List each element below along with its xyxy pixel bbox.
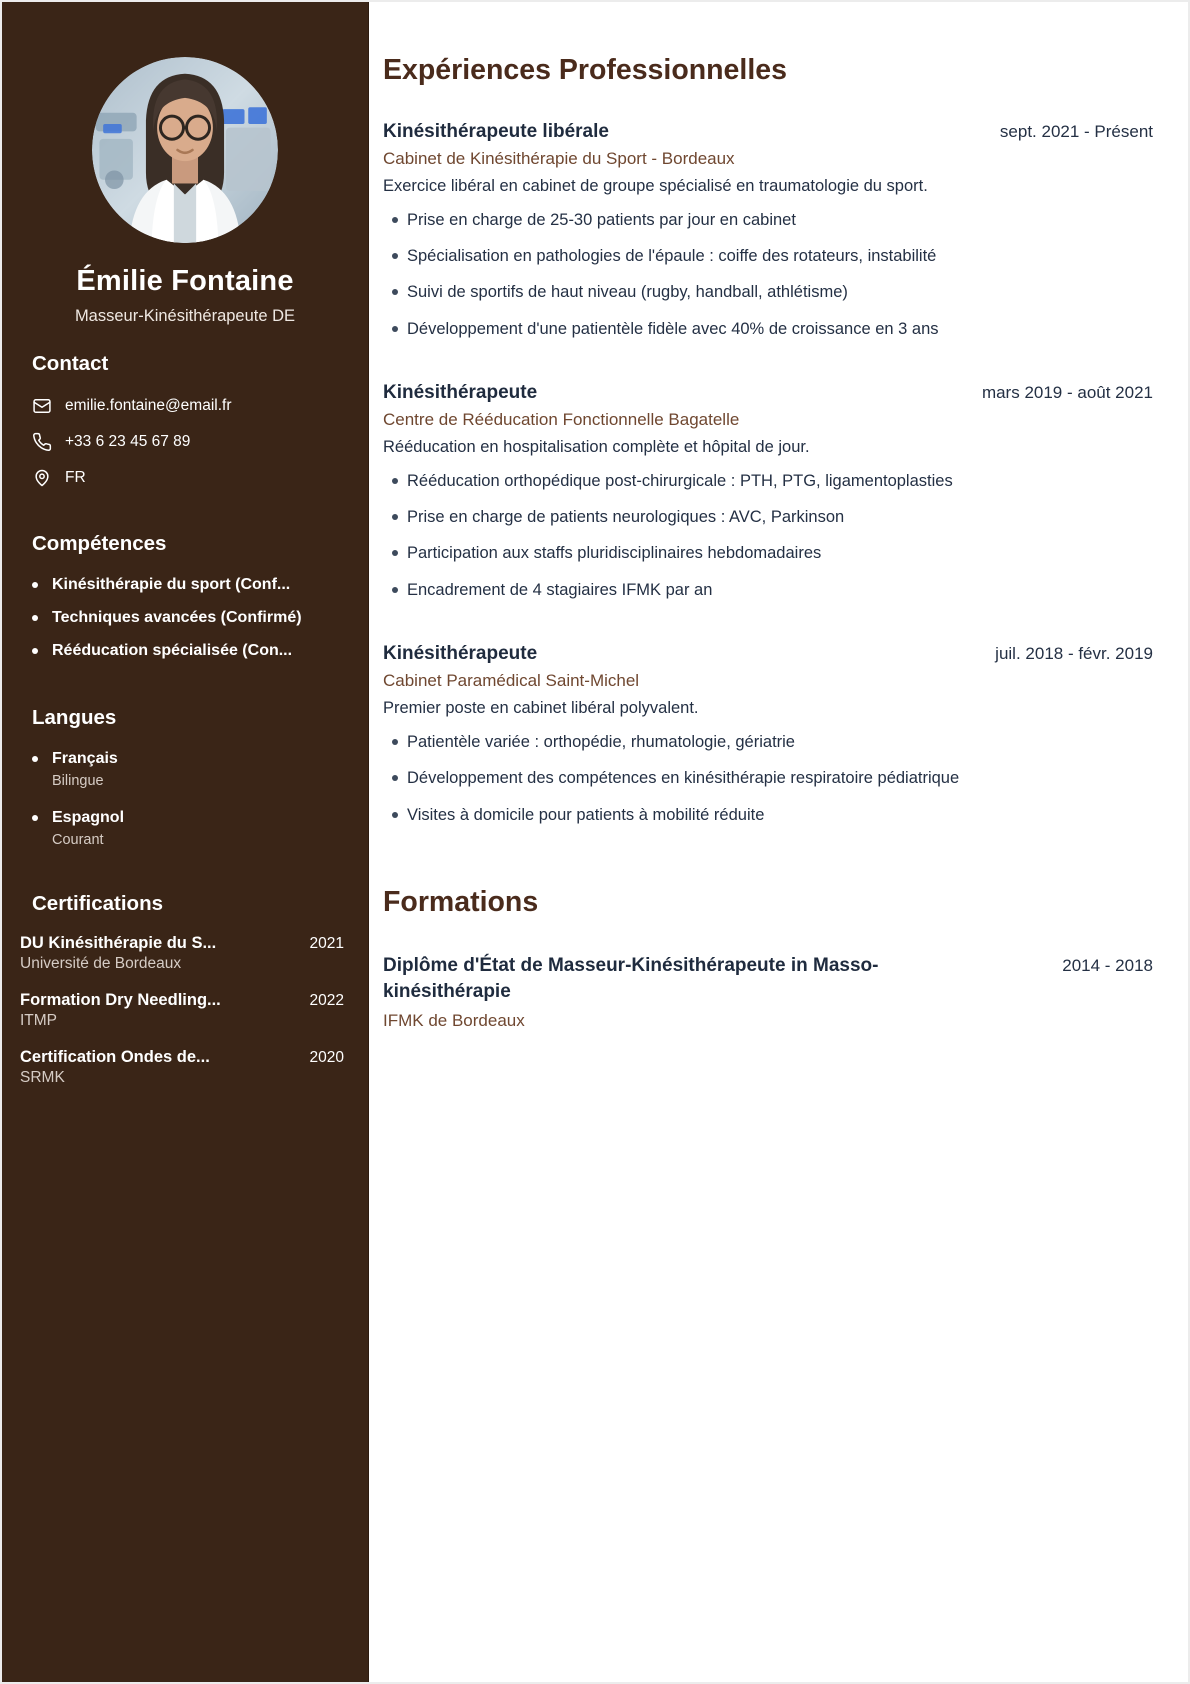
- certification-item: [20, 991, 344, 1030]
- contact-phone: +33 6 23 45 67 89: [65, 433, 191, 450]
- skill-item: Kinésithérapie du sport (Conf...: [32, 576, 338, 594]
- bullet-dot-icon: [32, 615, 38, 621]
- certification-item: [20, 934, 344, 973]
- job-company: Cabinet Paramédical Saint-Michel: [383, 671, 640, 691]
- job-company: Centre de Rééducation Fonctionnelle Bagatelle: [383, 410, 740, 430]
- main-content: [369, 2, 1188, 1682]
- certification-item: [20, 1048, 344, 1087]
- bullet-dot-icon: [32, 756, 38, 762]
- contact-section: [32, 352, 338, 488]
- skills-section: [32, 532, 338, 660]
- contact-location-row: [32, 468, 338, 488]
- bullet-dot-icon: [32, 815, 38, 821]
- skills-heading: Compétences: [32, 532, 167, 555]
- language-name: Espagnol: [52, 809, 125, 826]
- job-bullet: Suivi de sportifs de haut niveau (rugby, handball, athlétisme): [383, 279, 1003, 305]
- experience-heading: Expériences Professionnelles: [383, 54, 787, 86]
- contact-phone-row: [32, 432, 338, 452]
- contact-email-row: [32, 396, 338, 416]
- job-title: Kinésithérapeute: [383, 643, 538, 665]
- certification-year: 2022: [309, 992, 344, 1009]
- language-name: Français: [52, 750, 118, 767]
- languages-section: [32, 706, 338, 848]
- job-description: Rééducation en hospitalisation complète et hôpital de jour.: [383, 438, 810, 457]
- bullet-dot-icon: [32, 582, 38, 588]
- job-dates: sept. 2021 - Présent: [999, 122, 1153, 141]
- job-bullet: Rééducation orthopédique post-chirurgicale : PTH, PTG, ligamentoplasties: [383, 468, 1003, 494]
- contact-heading: Contact: [32, 352, 109, 375]
- job-description: Premier poste en cabinet libéral polyvalent.: [383, 699, 699, 718]
- skill-item: Rééducation spécialisée (Con...: [32, 642, 338, 660]
- certification-name: DU Kinésithérapie du S...: [20, 934, 217, 952]
- contact-location: FR: [65, 469, 86, 486]
- job-entry: [383, 643, 1153, 838]
- job-bullet: Développement des compétences en kinésithérapie respiratoire pédiatrique: [383, 765, 1003, 791]
- certification-name: Certification Ondes de...: [20, 1048, 210, 1066]
- job-description: Exercice libéral en cabinet de groupe spécialisé en traumatologie du sport.: [383, 177, 928, 195]
- job-bullet: Développement d'une patientèle fidèle avec 40% de croissance en 3 ans: [383, 316, 1003, 342]
- certification-org: Université de Bordeaux: [20, 955, 182, 972]
- email-icon: [32, 396, 52, 416]
- languages-heading: Langues: [32, 706, 117, 729]
- certification-org: SRMK: [20, 1069, 65, 1086]
- education-heading: Formations: [383, 885, 539, 918]
- job-entry: [383, 121, 1153, 352]
- job-bullet: Spécialisation en pathologies de l'épaule : coiffe des rotateurs, instabilité: [383, 243, 1003, 269]
- certification-year: 2021: [309, 935, 344, 952]
- location-icon: [32, 468, 52, 488]
- job-bullet: Participation aux staffs pluridisciplinaires hebdomadaires: [383, 540, 1003, 566]
- education-entry: [383, 953, 1153, 1031]
- bullet-dot-icon: [32, 648, 38, 654]
- person-job-title: Masseur-Kinésithérapeute DE: [74, 307, 296, 325]
- contact-email: emilie.fontaine@email.fr: [65, 397, 232, 414]
- certification-year: 2020: [309, 1049, 344, 1066]
- profile-photo: [92, 57, 278, 243]
- job-bullet: Visites à domicile pour patients à mobilité réduite: [383, 802, 1003, 828]
- language-item: [32, 750, 338, 789]
- education-title: Diplôme d'État de Masseur-Kinésithérapeute in Masso-kinésithérapie: [383, 954, 879, 1002]
- language-item: [32, 809, 338, 848]
- job-bullet: Prise en charge de 25-30 patients par jour en cabinet: [383, 207, 1003, 233]
- job-dates: mars 2019 - août 2021: [981, 383, 1153, 403]
- job-title: Kinésithérapeute: [383, 382, 538, 404]
- job-bullet: Encadrement de 4 stagiaires IFMK par an: [383, 577, 1003, 603]
- certifications-section: [20, 892, 344, 1087]
- language-level: Courant: [52, 832, 104, 848]
- phone-icon: [32, 432, 52, 452]
- job-dates: juil. 2018 - févr. 2019: [995, 644, 1153, 664]
- sidebar: [2, 2, 369, 1682]
- certifications-heading: Certifications: [32, 892, 163, 915]
- job-title: Kinésithérapeute libérale: [383, 121, 609, 142]
- education-school: IFMK de Bordeaux: [383, 1011, 525, 1031]
- language-level: Bilingue: [52, 773, 104, 789]
- certification-org: ITMP: [20, 1012, 58, 1029]
- certification-name: Formation Dry Needling...: [20, 991, 221, 1009]
- job-entry: [383, 382, 1153, 613]
- job-bullet: Patientèle variée : orthopédie, rhumatologie, gériatrie: [383, 729, 1003, 755]
- job-company: Cabinet de Kinésithérapie du Sport - Bordeaux: [383, 149, 735, 168]
- skill-item: Techniques avancées (Confirmé): [32, 609, 338, 627]
- person-name: Émilie Fontaine: [76, 265, 294, 297]
- job-bullet: Prise en charge de patients neurologiques : AVC, Parkinson: [383, 504, 1003, 530]
- education-dates: 2014 - 2018: [1062, 955, 1153, 975]
